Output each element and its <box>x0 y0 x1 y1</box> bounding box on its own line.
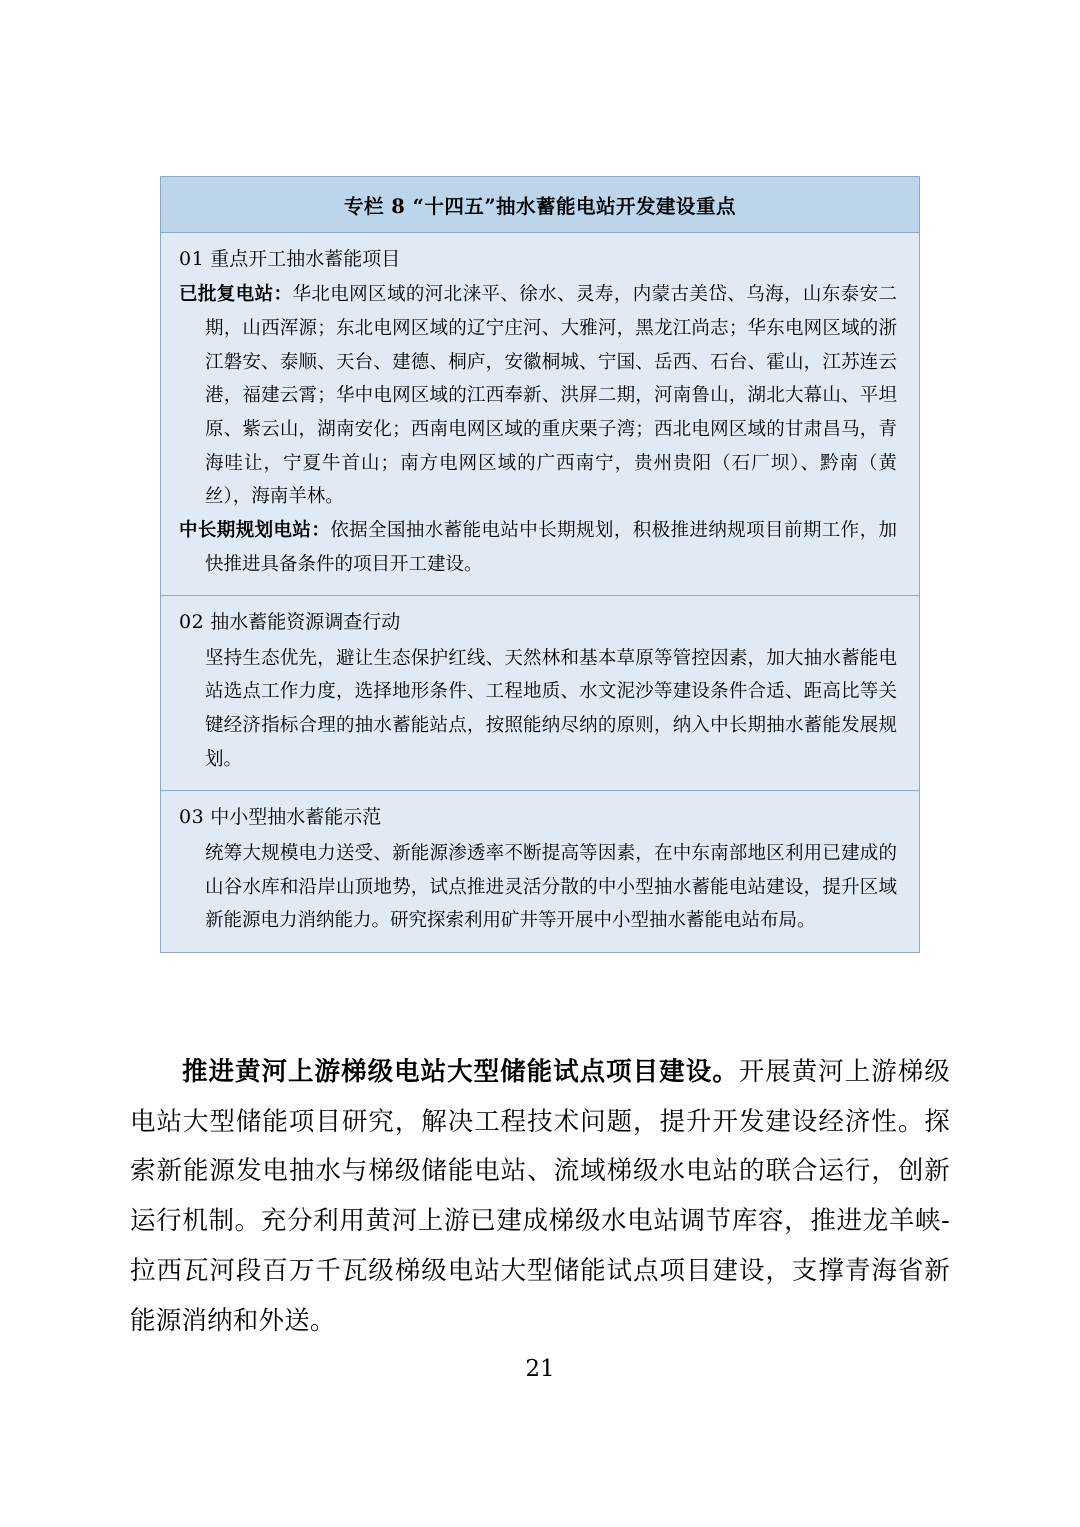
callout-box-title: 专栏 8 “十四五”抽水蓄能电站开发建设重点 <box>161 177 919 233</box>
paragraph-text: 华北电网区域的河北涞平、徐水、灵寿，内蒙古美岱、乌海，山东泰安二期，山西浑源；东北电网区域的辽宁庄河、大雅河，黑龙江尚志；华东电网区域的浙江磐安、泰顺、天台、建德、桐庐，安徽桐城、宁国、岳西、石台、霍山，江苏连云港，福建云霄；华中电网区域的江西奉新、洪屏二期，河南鲁山，湖北大幕山、平坦原、紫云山，湖南安化；西南电网区域的重庆栗子湾；西北电网区域的甘肃昌马，青海哇让，宁夏牛首山；南方电网区域的广西南宁，贵州贵阳（石厂坝）、黔南（黄丝），海南羊林。 <box>205 284 897 508</box>
section-heading: 重点开工抽水蓄能项目 <box>210 248 401 270</box>
paragraph-text: 依据全国抽水蓄能电站中长期规划，积极推进纳规项目前期工作，加快推进具备条件的项目开工建设。 <box>205 520 897 575</box>
section-paragraph <box>179 514 897 581</box>
callout-section-01 <box>161 233 919 596</box>
section-number: 01 <box>179 248 205 270</box>
callout-section-02 <box>161 596 919 791</box>
section-heading: 中小型抽水蓄能示范 <box>210 806 382 829</box>
body-text-block <box>130 1048 950 1346</box>
body-paragraph <box>130 1048 950 1346</box>
paragraph-label: 中长期规划电站： <box>179 520 331 542</box>
paragraph-label: 已批复电站： <box>179 284 293 306</box>
section-title <box>179 608 897 637</box>
callout-section-03 <box>161 791 919 951</box>
section-heading: 抽水蓄能资源调查行动 <box>210 611 401 634</box>
section-paragraph: 坚持生态优先，避让生态保护红线、天然林和基本草原等管控因素，加大抽水蓄能电站选点工作力度，选择地形条件、工程地质、水文泥沙等建设条件合适、距高比等关键经济指标合理的抽水蓄能站点，按照能纳尽纳的原则，纳入中长期抽水蓄能发展规划。 <box>205 647 897 770</box>
section-paragraph: 统筹大规模电力送受、新能源渗透率不断提高等因素，在中东南部地区利用已建成的山谷水库和沿岸山顶地势，试点推进灵活分散的中小型抽水蓄能电站建设，提升区域新能源电力消纳能力。研究探索利用矿井等开展中小型抽水蓄能电站布局。 <box>205 842 897 932</box>
body-paragraph-rest: 开展黄河上游梯级电站大型储能项目研究，解决工程技术问题，提升开发建设经济性。探索新能源发电抽水与梯级储能电站、流域梯级水电站的联合运行，创新运行机制。充分利用黄河上游已建成梯级水电站调节库容，推进龙羊峡-拉西瓦河段百万千瓦级梯级电站大型储能试点项目建设，支撑青海省新能源消纳和外送。 <box>130 1057 950 1336</box>
section-number: 02 <box>179 611 205 634</box>
page-number: 21 <box>525 1356 555 1382</box>
section-title <box>179 803 897 832</box>
section-number: 03 <box>179 806 205 829</box>
section-title <box>179 245 897 274</box>
section-paragraph <box>179 278 897 514</box>
body-paragraph-lead: 推进黄河上游梯级电站大型储能试点项目建设。 <box>182 1057 739 1087</box>
callout-box <box>160 176 920 953</box>
